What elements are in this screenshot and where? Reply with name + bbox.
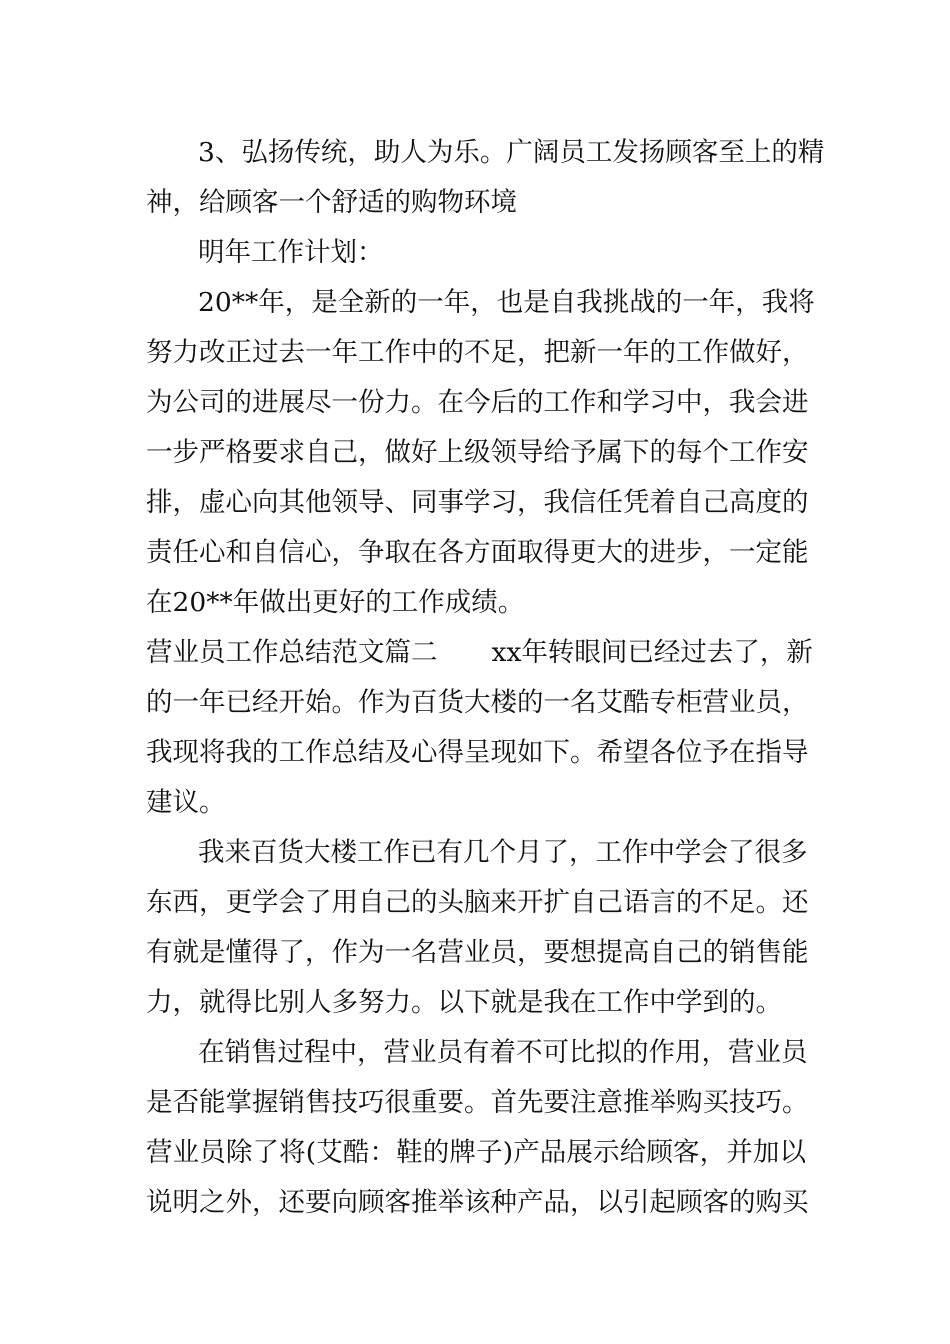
text-line: 3、弘扬传统，助人为乐。广阔员工发扬顾客至上的精 (198, 137, 825, 168)
paragraph-5 (146, 828, 809, 1028)
article-heading: 营业员工作总结范文篇二 (146, 637, 438, 668)
paragraph-3 (146, 278, 815, 628)
text-line: 说明之外，还要向顾客推举该种产品，以引起顾客的购买 (146, 1187, 809, 1218)
text-line: 一步严格要求自己，做好上级领导给予属下的每个工作安 (146, 437, 809, 468)
text-line: 责任心和自信心，争取在各方面取得更大的进步，一定能 (146, 537, 809, 568)
text-line: 在销售过程中，营业员有着不可比拟的作用，营业员 (198, 1037, 808, 1068)
section-label: 明年工作计划： (198, 237, 384, 268)
text-line (146, 628, 813, 678)
text-line: 有就是懂得了，作为一名营业员，要想提高自己的销售能 (146, 937, 809, 968)
text-line: 排，虚心向其他领导、同事学习，我信任凭着自己高度的 (146, 487, 809, 518)
paragraph-6 (146, 1028, 809, 1228)
text-line: 力，就得比别人多努力。以下就是我在工作中学到的。 (146, 987, 782, 1018)
text-line: 的一年已经开始。作为百货大楼的一名艾酷专柜营业员， (146, 687, 809, 718)
text-line: 是否能掌握销售技巧很重要。首先要注意推举购买技巧。 (146, 1087, 809, 1118)
paragraph-1 (146, 128, 825, 228)
text-line: 努力改正过去一年工作中的不足，把新一年的工作做好， (146, 337, 809, 368)
text-line: 我来百货大楼工作已有几个月了，工作中学会了很多 (198, 837, 808, 868)
text-line: 营业员除了将(艾酷：鞋的牌子)产品展示给顾客，并加以 (146, 1137, 806, 1168)
text-line: 建议。 (146, 787, 226, 818)
text-line: 东西，更学会了用自己的头脑来开扩自己语言的不足。还 (146, 887, 809, 918)
text-line: 我现将我的工作总结及心得呈现如下。希望各位予在指导 (146, 737, 809, 768)
text-line: 神，给顾客一个舒适的购物环境 (146, 187, 517, 218)
text-line: 20**年，是全新的一年，也是自我挑战的一年，我将 (198, 287, 815, 318)
document-body (146, 128, 825, 1228)
text-line: 在20**年做出更好的工作成绩。 (146, 587, 525, 618)
text-fragment: xx年转眼间已经过去了，新 (491, 637, 813, 668)
paragraph-4 (146, 628, 813, 828)
text-line: 为公司的进展尽一份力。在今后的工作和学习中，我会进 (146, 387, 809, 418)
paragraph-2 (146, 228, 806, 278)
